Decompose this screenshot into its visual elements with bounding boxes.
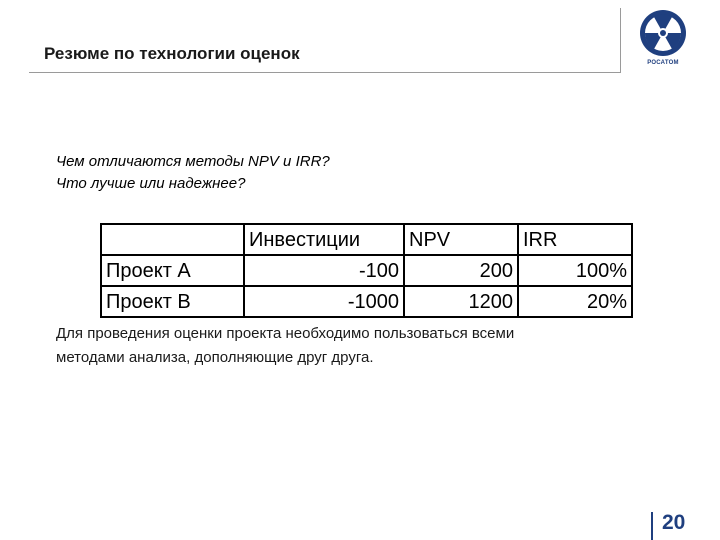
page-number: 20 <box>662 511 686 534</box>
table-header-row <box>101 224 632 255</box>
table-row <box>101 255 632 286</box>
table-cell-project: Проект А <box>101 255 244 286</box>
slide-title: Резюме по технологии оценок <box>44 44 300 63</box>
table-cell-project: Проект В <box>101 286 244 317</box>
rosatom-atom-icon <box>632 8 694 60</box>
question-line-1: Чем отличаются методы NPV и IRR? <box>56 153 330 170</box>
table-row <box>101 286 632 317</box>
rosatom-logo <box>632 8 694 72</box>
table-cell-npv: 200 <box>404 255 518 286</box>
table-header-cell: NPV <box>404 224 518 255</box>
table-header-cell: Инвестиции <box>244 224 404 255</box>
table-header-cell: IRR <box>518 224 632 255</box>
title-divider <box>29 72 620 73</box>
question-line-2: Что лучше или надежнее? <box>56 175 246 192</box>
npv-irr-table <box>100 223 633 318</box>
table-header-cell <box>101 224 244 255</box>
page-number-divider <box>651 512 653 540</box>
table-cell-irr: 20% <box>518 286 632 317</box>
logo-wordmark: РОСАТОМ <box>647 60 679 66</box>
conclusion-text <box>56 322 636 370</box>
logo-divider <box>620 8 621 73</box>
question-block <box>56 151 330 195</box>
table-cell-npv: 1200 <box>404 286 518 317</box>
table-cell-irr: 100% <box>518 255 632 286</box>
table-cell-investment: -1000 <box>244 286 404 317</box>
conclusion-line-1: Для проведения оценки проекта необходимо пользоваться всеми <box>56 325 515 342</box>
table-cell-investment: -100 <box>244 255 404 286</box>
conclusion-line-2: методами анализа, дополняющие друг друга. <box>56 349 374 366</box>
